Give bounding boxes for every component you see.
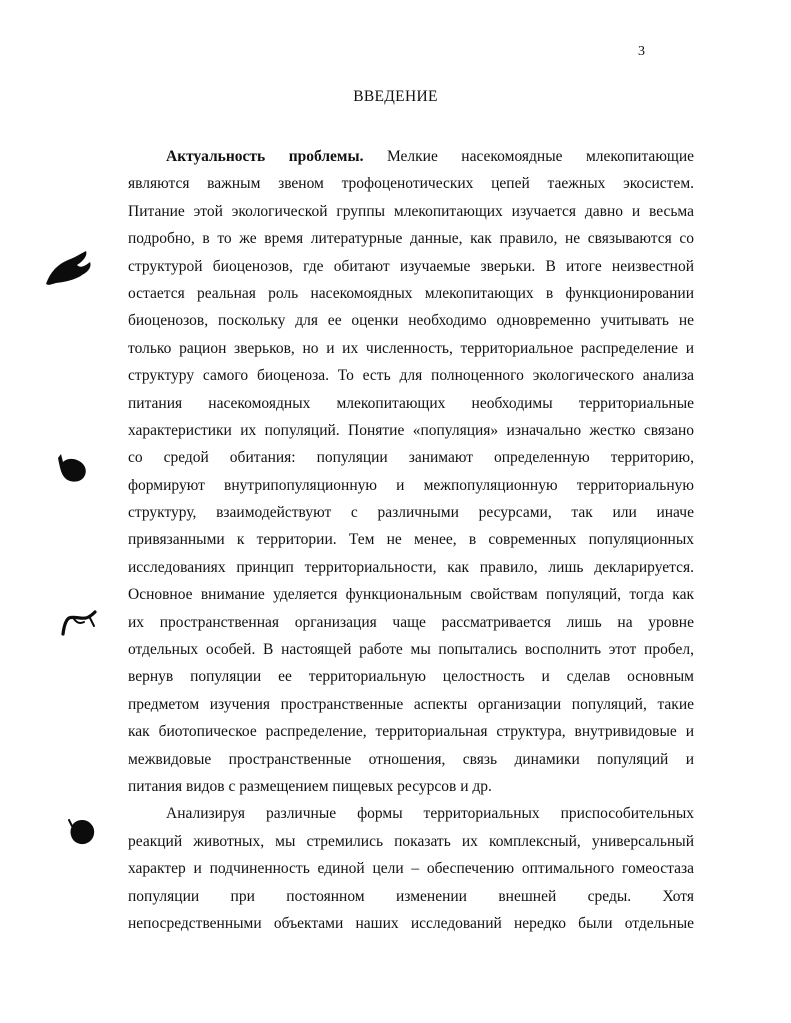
text-line: предметом изучения пространственные аспекты организации популяций, такие: [128, 695, 694, 713]
text-line: питания видов с размещением пищевых ресурсов и др.: [128, 777, 492, 795]
text-line: структуру, взаимодействуют с различными ресурсами, так или иначе: [128, 504, 694, 522]
text-line: являются важным звеном трофоценотических цепей таежных экосистем.: [128, 175, 694, 193]
text-line: реакций животных, мы стремились показать их комплексный, универсальный: [128, 832, 694, 850]
page-number: 3: [638, 44, 645, 59]
text-line: формируют внутрипопуляционную и межпопуляционную территориальную: [128, 476, 694, 494]
lead-heading: Актуальность проблемы.: [166, 148, 364, 165]
ink-blot-3: [60, 610, 98, 638]
ink-blot-1: [44, 250, 96, 290]
text-line: Питание этой экологической группы млекопитающих изучается давно и весьма: [128, 202, 694, 220]
text-line: характер и подчиненность единой цели – обеспечению оптимального гомеостаза: [128, 860, 694, 878]
text-line: межвидовые пространственные отношения, связь динамики популяций и: [128, 750, 694, 768]
text-line: структурой биоценозов, где обитают изучаемые зверьки. В итоге неизвестной: [128, 257, 694, 275]
text-line: биоценозов, поскольку для ее оценки необходимо одновременно учитывать не: [128, 312, 694, 330]
text-line: питания насекомоядных млекопитающих необходимы территориальные: [128, 394, 694, 412]
text-line: популяции при постоянном изменении внешней среды. Хотя: [128, 887, 694, 905]
ink-blot-4: [66, 816, 98, 848]
text-line: как биотопическое распределение, территориальная структура, внутривидовые и: [128, 723, 694, 741]
text-line: отдельных особей. В настоящей работе мы попытались восполнить этот пробел,: [128, 641, 694, 659]
text-line: остается реальная роль насекомоядных млекопитающих в функционировании: [128, 284, 694, 302]
text-line: со средой обитания: популяции занимают определенную территорию,: [128, 449, 694, 467]
text-line: подробно, в то же время литературные данные, как правило, не связываются со: [128, 230, 694, 248]
text-line: только рацион зверьков, но и их численность, территориальное распределение и: [128, 339, 694, 357]
text-line: Анализируя различные формы территориальных приспособительных: [166, 805, 694, 823]
ink-blot-2: [54, 452, 92, 486]
text-line: Основное внимание уделяется функциональным свойствам популяций, тогда как: [128, 586, 694, 604]
text-line: привязанными к территории. Тем не менее, в современных популяционных: [128, 531, 694, 549]
text-line: структуру самого биоценоза. То есть для полноценного экологического анализа: [128, 367, 694, 385]
body-text: [128, 143, 694, 937]
text-line: непосредственными объектами наших исследований нередко были отдельные: [128, 914, 694, 932]
text-line: Актуальность проблемы. Мелкие насекомоядные млекопитающие: [166, 148, 695, 165]
text-line: вернув популяции ее территориальную целостность и сделав основным: [128, 668, 694, 686]
text-line: характеристики их популяций. Понятие «популяция» изначально жестко связано: [128, 421, 694, 439]
text-line: их пространственная организация чаще рассматривается лишь на уровне: [128, 613, 694, 631]
page-title: ВВЕДЕНИЕ: [353, 88, 438, 105]
text-line: исследованиях принцип территориальности, как правило, лишь декларируется.: [128, 558, 694, 576]
